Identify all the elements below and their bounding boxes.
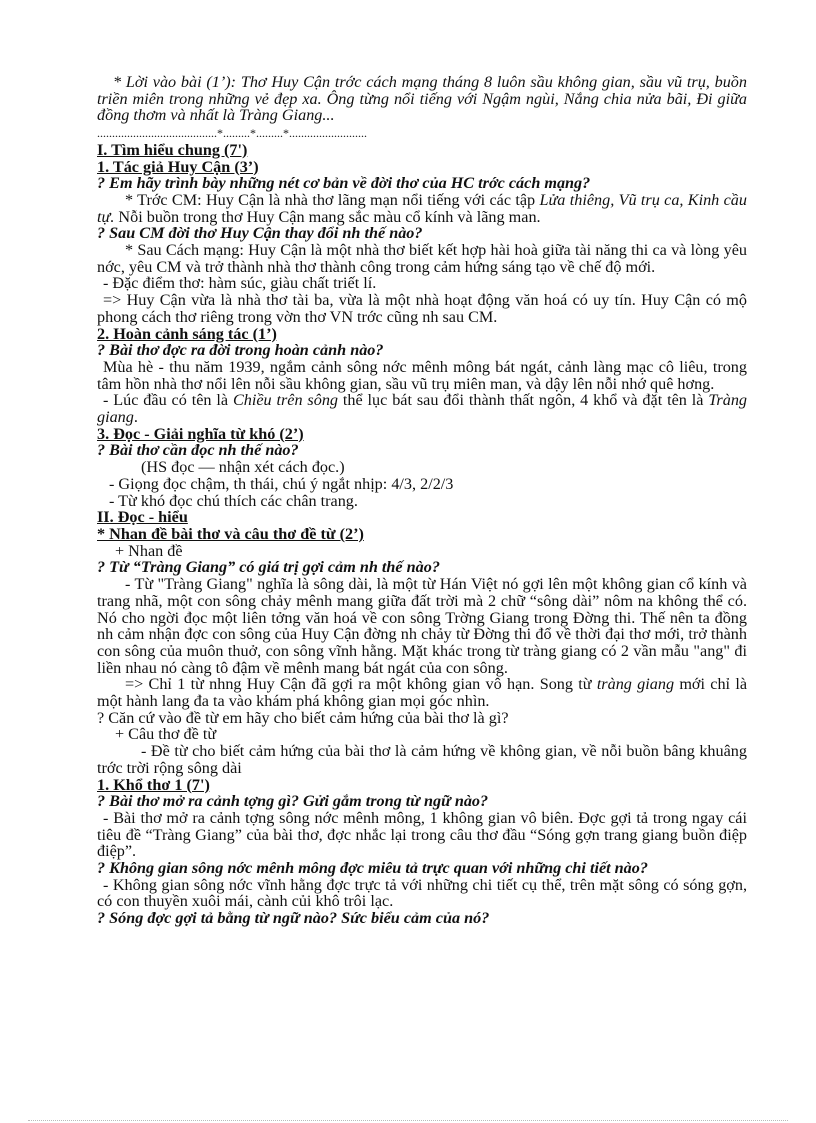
paragraph-title-origin: - Lúc đầu có tên là Chiều trên sông thể lục bát sau đổi thành thất ngôn, 4 khổ và đặt tên là Tràng giang.: [97, 391, 748, 427]
paragraph-before-revolution: * Trớc CM: Huy Cận là nhà thơ lãng mạn nổi tiếng với các tập Lửa thiêng, Vũ trụ ca, Kinh cầu tự. Nỗi buồn trong thơ Huy Cận mang sắc màu cổ kính và lãng man.: [97, 190, 747, 226]
heading-section-2: II. Đọc - hiểu: [97, 508, 188, 527]
question-5: ? Từ “Tràng Giang” có giá trị gợi cảm nh thế nào?: [97, 558, 440, 577]
question-1: ? Em hãy trình bày những nét cơ bản về đời thơ của HC trớc cách mạng?: [97, 174, 591, 193]
separator-line: ........................................*.........*.........*..........................: [97, 126, 367, 141]
paragraph-opening-scene: - Bài thơ mở ra cảnh tợng sông nớc mênh mông, 1 không gian vô biên. Đợc gợi tả trong ngay cái tiêu đề “Tràng Giang” của bài thơ, đợc nhắc lại trong câu thơ đầu “Sóng gợn trang giang buồn điệp điệp”.: [97, 808, 747, 861]
paragraph-title-label: + Nhan đề: [115, 541, 183, 560]
question-2: ? Sau CM đời thơ Huy Cận thay đổi nh thế nào?: [97, 224, 423, 243]
heading-author: 1. Tác giả Huy Cận (3’): [97, 157, 259, 176]
paragraph-context: Mùa hè - thu năm 1939, ngắm cảnh sông nớc mênh mông bát ngát, cảnh làng mạc cô liêu, trong tâm hồn nhà thơ nổi lên nỗi sầu không gian, sầu vũ trụ miên man, và dậy lên nỗi nhớ quê hơng.: [97, 357, 747, 393]
paragraph-conclusion-title: => Chỉ 1 từ nhng Huy Cận đã gợi ra một không gian vô hạn. Song từ tràng giang mới chỉ là một hành lang đa ta vào khám phá không gian mọi góc nhìn.: [97, 675, 747, 711]
paragraph-footnotes: - Từ khó đọc chú thích các chân trang.: [109, 491, 358, 510]
intro-text: Thơ Huy Cận trớc cách mạng tháng 8 luôn sầu không gian, sầu vũ trụ, buồn triền miên trong những vẻ đẹp xa. Ông từng nổi tiếng với Ngậm ngùi, Nắng chia nửa bãi, Đi giữa đồng thơm và nhất là Tràng Giang...: [97, 73, 747, 125]
heading-section-1: I. Tìm hiểu chung (7'): [97, 140, 248, 159]
question-3: ? Bài thơ đợc ra đời trong hoàn cảnh nào?: [97, 341, 384, 360]
heading-context: 2. Hoàn cảnh sáng tác (1’): [97, 324, 277, 343]
paragraph-river-space: - Không gian sông nớc vĩnh hằng đợc trực tả với những chi tiết cụ thể, trên mặt sông có sóng gợn, có con thuyền xuôi mái, cành củi khô trôi lạc.: [97, 875, 747, 911]
question-4: ? Bài thơ cần đọc nh thế nào?: [97, 441, 299, 460]
document-page: [97, 74, 747, 927]
paragraph-poetry-traits: - Đặc điểm thơ: hàm súc, giàu chất triết lí.: [103, 274, 377, 293]
page-bottom-rule: [28, 1120, 788, 1121]
question-7: ? Không gian sông nớc mênh mông đợc miêu tả trực quan với những chi tiết nào?: [97, 859, 648, 878]
question-8: ? Sóng đợc gợi tả bằng từ ngữ nào? Sức biểu cảm của nó?: [97, 909, 490, 928]
heading-stanza-1: 1. Khổ thơ 1 (7'): [97, 775, 210, 794]
paragraph-epigraph: - Đề từ cho biết cảm hứng của bài thơ là cảm hứng về không gian, về nỗi buồn bâng khuâng trớc trời rộng sông dài: [97, 742, 747, 777]
intro-paragraph: [97, 74, 747, 124]
paragraph-reading-voice: - Giọng đọc chậm, th thái, chú ý ngắt nhịp: 4/3, 2/2/3: [109, 474, 454, 493]
paragraph-trang-giang-meaning: - Từ "Tràng Giang" nghĩa là sông dài, là một từ Hán Việt nó gợi lên một không gian cổ kính và trang nhã, một con sông chảy mênh mang giữa đất trời mà 2 chữ “sông dài” nôm na không thể có. Nó cho ngời đọc một liên tởng văn hoá về con sông Trờng Giang trong Đờng thi. Thế nên ta đồng nh cảm nhận đợc con sông của Huy Cận đờng nh chảy từ Đờng thi đổ về thời đại thơ mới, trở thành con sông của muôn thuở, con sông vĩnh hằng. Mặt khác trong từ tràng giang có 2 vần mẫu "ang" đi liền nhau nó càng tô đậm về mênh mang bát ngát của con sông.: [97, 575, 747, 677]
question-epigraph: ? Căn cứ vào đề từ em hãy cho biết cảm hứng của bài thơ là gì?: [97, 708, 509, 727]
question-6: ? Bài thơ mở ra cảnh tợng gì? Gửi gắm trong từ ngữ nào?: [97, 792, 489, 811]
intro-lead: * Lời vào bài (1’):: [113, 73, 241, 91]
paragraph-conclusion-author: => Huy Cận vừa là nhà thơ tài ba, vừa là một nhà hoạt động văn hoá có uy tín. Huy Cận có mộ phong cách thơ riêng trong vờn thơ VN trớc cũng nh sau CM.: [97, 291, 747, 326]
paragraph-epigraph-label: + Câu thơ đề từ: [115, 725, 217, 744]
heading-reading: 3. Đọc - Giải nghĩa từ khó (2’): [97, 424, 304, 443]
paragraph-student-reading: (HS đọc — nhận xét cách đọc.): [141, 458, 345, 477]
paragraph-after-revolution: * Sau Cách mạng: Huy Cận là một nhà thơ biết kết hợp hài hoà giữa tài năng thi ca và lòng yêu nớc, yêu CM và trở thành nhà thơ thành công trong cảm hứng sáng tạo về chế độ mới.: [97, 241, 747, 276]
heading-title-epigraph: * Nhan đề bài thơ và câu thơ đề từ (2’): [97, 524, 364, 543]
